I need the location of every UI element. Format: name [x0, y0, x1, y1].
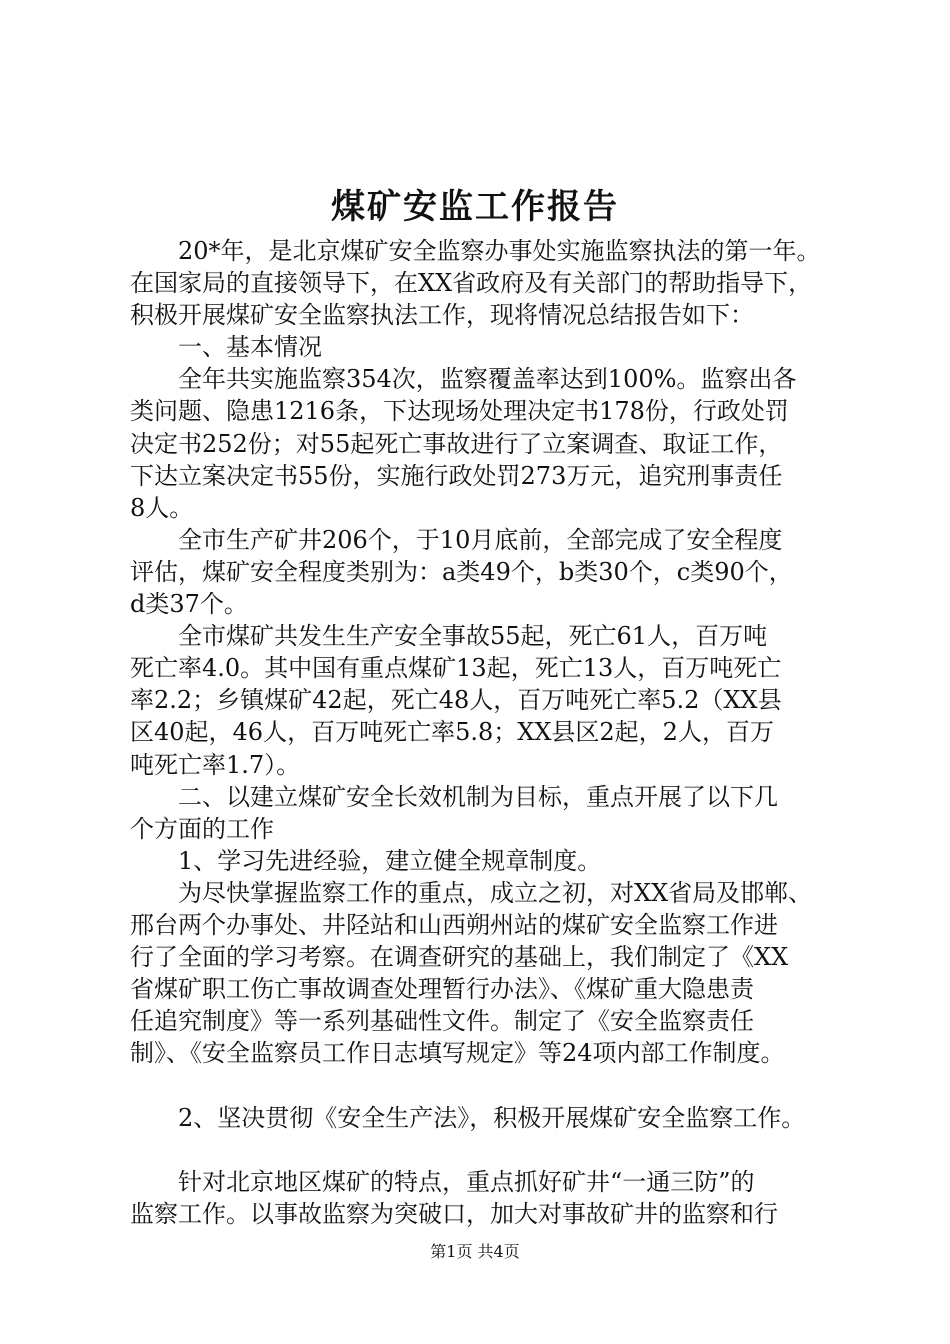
paragraph-line: 邢台两个办事处、井陉站和山西朔州站的煤矿安全监察工作进	[130, 910, 778, 939]
document-title: 煤矿安监工作报告	[331, 187, 619, 227]
blank-line	[130, 1134, 830, 1166]
paragraph-line: 制》、《安全监察员工作日志填写规定》等24项内部工作制度。	[130, 1039, 785, 1068]
paragraph-line: 下达立案决定书55份，实施行政处罚273万元，追究刑事责任	[130, 461, 783, 490]
paragraph-line: 积极开展煤矿安全监察执法工作，现将情况总结报告如下：	[130, 301, 754, 330]
paragraph-line: 在国家局的直接领导下，在XX省政府及有关部门的帮助指导下，	[130, 269, 813, 298]
paragraph-line: 省煤矿职工伤亡事故调查处理暂行办法》、《煤矿重大隐患责	[130, 975, 754, 1004]
paragraph-line: d类37个。	[130, 590, 248, 619]
paragraph-line: 全年共实施监察354次，监察覆盖率达到100%。监察出各	[178, 365, 797, 394]
paragraph-line: 全市煤矿共发生生产安全事故55起，死亡61人，百万吨	[178, 622, 768, 651]
paragraph-line: 评估，煤矿安全程度类别为：a类49个，b类30个，c类90个，	[130, 557, 793, 586]
paragraph-line: 决定书252份；对55起死亡事故进行了立案调查、取证工作，	[130, 429, 783, 458]
paragraph-line: 任追究制度》等一系列基础性文件。制定了《安全监察责任	[130, 1007, 754, 1036]
paragraph-line: 全市生产矿井206个，于10月底前，全部完成了安全程度	[178, 525, 783, 554]
subsection-heading: 2、坚决贯彻《安全生产法》，积极开展煤矿安全监察工作。	[178, 1103, 806, 1132]
paragraph-line: 监察工作。以事故监察为突破口，加大对事故矿井的监察和行	[130, 1199, 778, 1228]
paragraph-line: 8人。	[130, 493, 194, 522]
paragraph-line: 行了全面的学习考察。在调查研究的基础上，我们制定了《XX	[130, 943, 789, 972]
paragraph-line: 20*年，是北京煤矿安全监察办事处实施监察执法的第一年。	[178, 237, 821, 265]
subsection-heading: 1、学习先进经验，建立健全规章制度。	[178, 846, 602, 875]
paragraph-line: 区40起，46人，百万吨死亡率5.8；XX县区2起，2人，百万	[130, 718, 774, 747]
paragraph-line: 吨死亡率1.7）。	[130, 750, 301, 779]
section-heading: 个方面的工作	[130, 814, 274, 843]
section-heading: 二、以建立煤矿安全长效机制为目标，重点开展了以下几	[178, 782, 778, 811]
paragraph-line: 针对北京地区煤矿的特点，重点抓好矿井“一通三防”的	[178, 1167, 755, 1196]
document-body	[130, 235, 830, 1230]
paragraph-line: 类问题、隐患1216条，下达现场处理决定书178份，行政处罚	[130, 397, 789, 426]
blank-line	[130, 1069, 830, 1101]
paragraph-line: 率2.2；乡镇煤矿42起，死亡48人，百万吨死亡率5.2（XX县	[130, 686, 782, 715]
section-heading: 一、基本情况	[178, 333, 322, 362]
page-footer: 第1页 共4页	[430, 1242, 520, 1261]
paragraph-line: 死亡率4.0。其中国有重点煤矿13起，死亡13人，百万吨死亡	[130, 654, 782, 683]
paragraph-line: 为尽快掌握监察工作的重点，成立之初，对XX省局及邯郸、	[178, 878, 813, 907]
